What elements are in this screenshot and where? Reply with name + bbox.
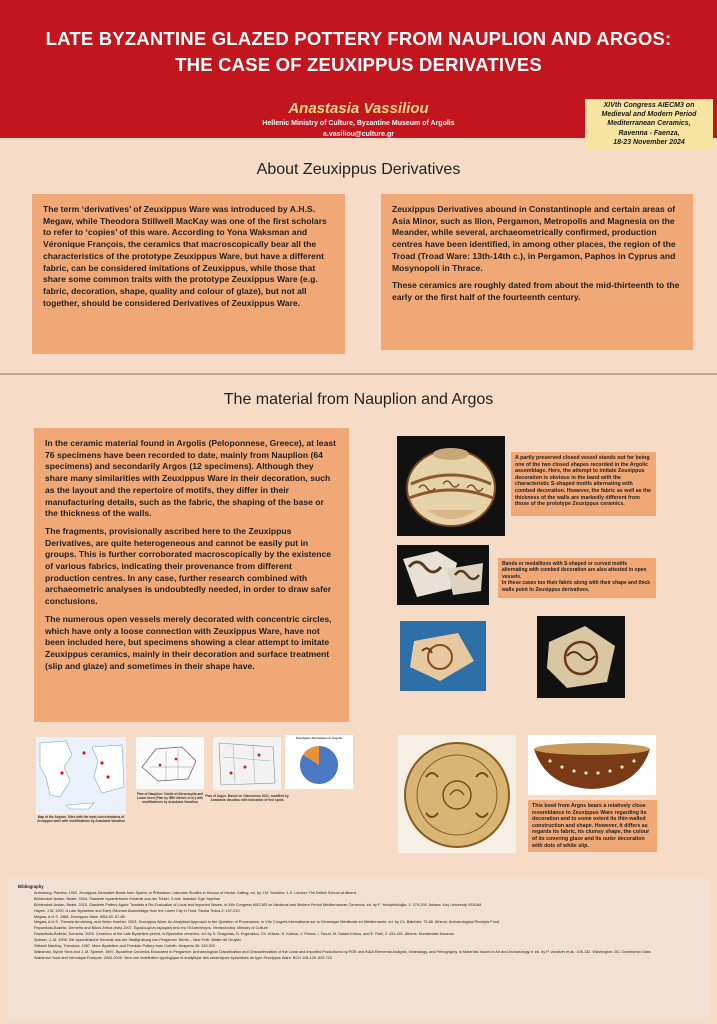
bowl-exterior-photo bbox=[528, 735, 656, 795]
material-heading: The material from Nauplion and Argos bbox=[223, 391, 494, 408]
bibliography-item: > Megaw, A.H.S. 1968. Zeuxippus Ware. BSA 63: 67-88. bbox=[28, 915, 701, 921]
bibliography-item: > Böhlendorf-Arslan, Beate. 2004. Glasierte byzantinische Keramik aus der Türkei, 3 vols. Istanbul: Ege Yayinlari bbox=[28, 897, 701, 903]
pie-chart bbox=[285, 735, 353, 789]
bands-caption-line-2: In these cases too their fabric along with their shape and thick walls point to Zeuxippus derivatives. bbox=[502, 580, 651, 593]
about-right-box bbox=[381, 194, 693, 350]
about-left-box bbox=[32, 194, 345, 354]
bowl-caption: This bowl from Argos bears a relatively close resemblance to Zeuxippus Ware regarding its decoration and to some extent its thin-walled construction and shape. However, it differs as regards its fabric, its clumsy shape, the colour of its covering glaze and its outer decoration with dots of white slip. bbox=[528, 800, 657, 852]
title-line-2: THE CASE OF ZEUXIPPUS DERIVATIVES bbox=[175, 54, 542, 75]
poster-title bbox=[0, 26, 717, 78]
congress-line: XIVth Congress AIECM3 on bbox=[603, 102, 695, 109]
congress-info bbox=[585, 99, 713, 149]
bibliography-item: > Papanikola-Bakirtzi, Demetra. 2009. Ceramics of the Late Byzantine period, in Byzantine ceramics, ed. by S. Dragonas, D. Evgenidou, Ch. Kritzas, N. Kalesa, V. Penna, I. Tsouri, M. Galani-Krikou, and E. Ralli, 2: 431-441. Athens: Numismatic Museum bbox=[28, 932, 701, 938]
bibliography-title: Bibliography bbox=[18, 884, 44, 889]
bibliography bbox=[8, 878, 709, 1018]
closed-vessel-caption: A partly preserved closed vessel stands out for being one of the two closed shapes recorded in the Argolic assemblage. Here, the attempt to imitate Zeuxippus decoration is obvious in the band with the characteristic S-shaped motifs alternating with combed decoration. However, the fabric as well as the thickness of the walls are markedly different from those of the prototype Zeuxippus ceramics. bbox=[511, 452, 656, 516]
bibliography-item: > Stillwell MacKay, Theodora. 1967. More Byzantine and Frankish Pottery from Corinth. Hesperia 36: 249-320 bbox=[28, 944, 701, 950]
about-left-text: The term ‘derivatives’ of Zeuxippus Ware was introduced by A.H.S. Megaw, while Theodora Stillwell MacKay was one of the first scholars to refer to ‘copies’ of this ware. According to Yona Waksman and Véronique François, the ceramics that macroscopically bear all the characteristics of the prototype Zeuxippus Ware, but have a different fabric, can be considered imitations of Zeuxippus, while those that share some common traits with the prototype Zeuxippus Ware (e.g. fabric, decoration, shape, quality and colour of glaze), but not all together, should be considered Derivatives of Zeuxippus Ware. bbox=[43, 204, 327, 308]
congress-line: 18-23 November 2024 bbox=[613, 138, 685, 146]
bands-caption-line-1: Bands or medallions with S-shaped or curved motifs alternating with combed decoration are also attested in open vessels. bbox=[502, 561, 647, 580]
author-email[interactable]: a.vasiliou@culture.gr bbox=[322, 131, 394, 138]
material-p3: The numerous open vessels merely decorated with concentric circles, which have only a loose connection with Zeuxippus Ware, have not been included here, but specimens showing a clear attempt to imitate Zeuxippus ceramics, mainly in their decoration and surface treatment (slip and glaze) and sometimes in their shape have. bbox=[45, 613, 332, 671]
material-box bbox=[34, 428, 349, 722]
author-name: Anastasia Vassiliou bbox=[288, 100, 429, 117]
bands-caption bbox=[498, 558, 656, 598]
about-right-p2: These ceramics are roughly dated from about the mid-thirteenth to the early or the first half of the fourteenth century. bbox=[392, 280, 680, 302]
fragment-photo-3 bbox=[537, 616, 625, 698]
about-right-p1: Zeuxippus Derivatives abound in Constantinople and certain areas of Asia Minor, such as Ilion, Pergamon, Metropolis and Magnesia on the Meander, while several, archaeometrically confirmed, production centres have been identified, in among other places, the region of the Troad (Troad Ware: 13th-14th c.), in Pergamon, Paphos in Cyprus and Mosynopoli in Thrace. bbox=[392, 204, 676, 273]
bibliography-item: > Waksman, Sylvie Yona and J.-M. Spieser. 1997. Byzantine Ceramics Excavated in Pergamon: Archaeological Classification and Characterization of the Local and Imported Productions by PGE and INAA Elemental Analysis, Mineralogy, and Petrography, in Materials Issues in Art and Archaeology V, ed. by P. Vandiver et al.: 105-132. Washington, DC: Dumbarton Oaks bbox=[28, 950, 701, 956]
bibliography-item: > Böhlendorf-Arslan, Beate. 2015. Glasierte Pottery Again: Towards a Re-Evaluation of Local and Imported Wares, in XIth Congress AIECM3 on Medieval and Modern Period Mediterranean Ceramics, ed. by F. Yenişehirlioğlu: 1: 279-295. Ankara: Koç University VEKAM bbox=[28, 903, 701, 909]
section-divider bbox=[0, 373, 717, 375]
argos-plan-caption: Plan of Argos: Based on Oikonomou 2021; modified by Anastasia Vassiliou with indication of find spots bbox=[205, 794, 289, 802]
author-affiliation: Hellenic Ministry of Culture, Byzantine Museum of Argolis bbox=[262, 120, 455, 127]
congress-line: Medieval and Modern Period bbox=[601, 111, 697, 119]
congress-line: Mediterranean Ceramics, bbox=[607, 120, 691, 128]
about-heading: About Zeuxippus Derivatives bbox=[256, 161, 461, 178]
bibliography-item: > Megaw, A.H.S., Pamela Armstrong, and Helen Hatcher. 2003. Zeuxippus Ware: An Analytical Approach to the Question of Provenance, in VIIe Congrès International sur la Céramique Médiévale en Méditerranée, ed. by Ch. Bakirtzis: 75-86. Athens: Archaeological Receipts Fund bbox=[28, 920, 701, 926]
pie-chart-svg bbox=[285, 741, 353, 789]
fragment-photo-2 bbox=[400, 621, 486, 691]
material-p1: In the ceramic material found in Argolis (Peloponnese, Greece), at least 76 specimens have been recorded to date, mainly from Nauplion (64 specimens) and secondarily Argos (12 specimens). Although they share many similarities with Zeuxippus Ware in their decoration, such as the layout and the repertoire of motifs, they differ in their manufacturing details, such as the fabric, the shaping of the base or the thickness of the walls. bbox=[45, 438, 336, 519]
fragment-photo-1 bbox=[397, 545, 489, 605]
congress-line: Ravenna - Faenza, bbox=[618, 129, 680, 137]
bibliography-item: > Spieser, J.-M. 1996. Die byzantinische Keramik aus der Stadtgrabung von Pergamon. Berlin – New York: Walter de Gruyter bbox=[28, 938, 701, 944]
closed-vessel-photo bbox=[397, 436, 505, 536]
material-p2: The fragments, provisionally ascribed here to the Zeuxippus Derivatives, are quite heterogeneous and cannot be easily put in groups. This is further corroborated macroscopically by the existence of various fabrics, indicating their provenance from different production centres. In any case, further research combined with archaeometric analyses is undoubtedly needed, in order to draw safer conclusions. bbox=[45, 525, 332, 607]
bowl-interior-photo bbox=[398, 735, 516, 853]
bibliography-item: > Hayes, J.W. 1992. A Late Byzantine and Early Ottoman Assemblage from the Lower City in Troia. Studia Troica 2: 197-210 bbox=[28, 909, 701, 915]
aegean-map-caption: Map of the Aegean. Sites with the main concentrations of Zeuxippus ware with modifications by Anastasia Vassiliou bbox=[36, 815, 126, 823]
bibliography-list bbox=[28, 891, 701, 962]
aegean-map bbox=[36, 737, 126, 814]
pie-chart-title: Zeuxippus Derivatives in Argolis bbox=[295, 736, 343, 740]
argos-plan bbox=[213, 737, 281, 790]
bibliography-item: > Waksman Yona and Véronique François. 2004-2005. Vers une redéfinition typologique et analytique des céramiques byzantines du type Zeuxippus Ware. BCH 128-129: 629-724 bbox=[28, 956, 701, 962]
nauplion-plan-caption: Plan of Nauplion: Castle of Akronauplia and Lower town (Plan by IBM Ulbrich et al.) with modifications by Anastasia Vassiliou bbox=[136, 792, 204, 804]
title-line-1: LATE BYZANTINE GLAZED POTTERY FROM NAUPLION AND ARGOS: bbox=[45, 28, 672, 49]
bibliography-item: > Armstrong, Pamela. 1992. Zeuxippus Derivative Bowls from Sparta, in Philolakon: Lakonian Studies in Honour of Hector Catling, ed. by J.M. Sanders: 1-9. London: The British School at Athens bbox=[28, 891, 701, 897]
nauplion-plan bbox=[136, 737, 204, 789]
bibliography-item: > Papanikola-Bakirtzi, Demetra and Nikos Zekos (eds) 2007. Εφυαλωμένη κεραμική από την Πελοπόννησο. Θεσσαλονίκη: Ministry of Culture bbox=[28, 926, 701, 932]
